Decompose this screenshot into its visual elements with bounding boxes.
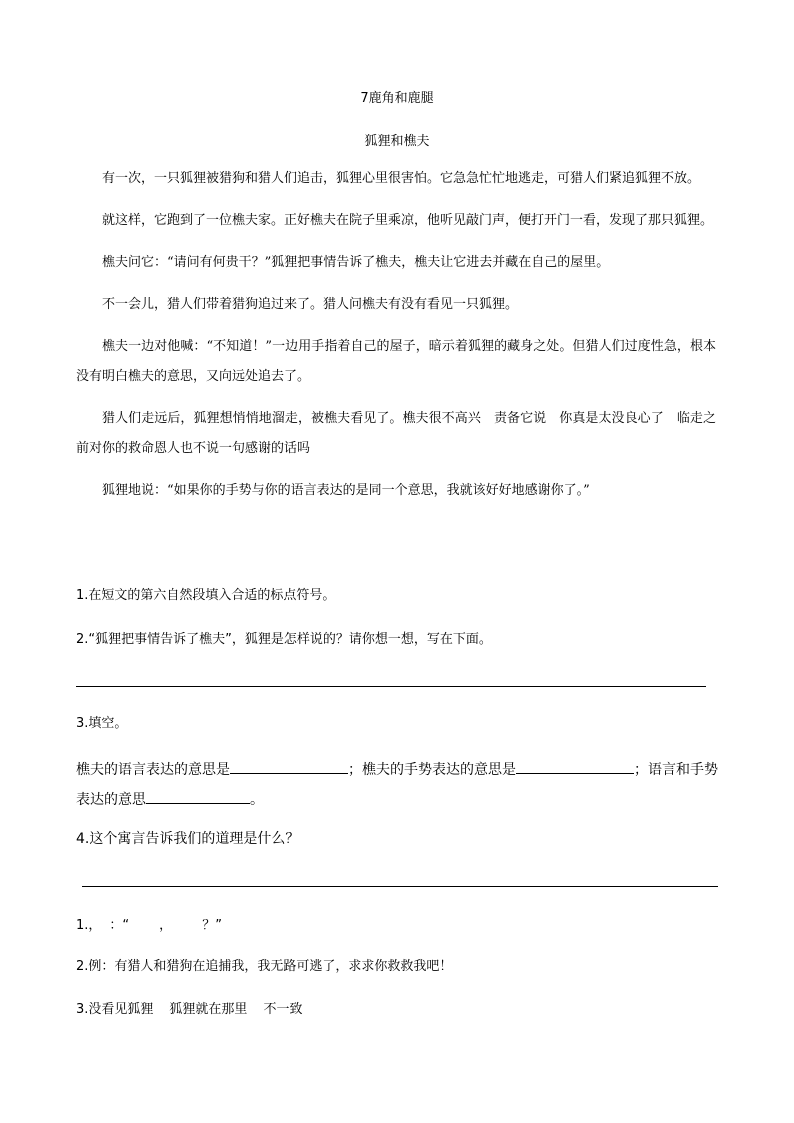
answer-1-prefix: 1. <box>76 918 89 933</box>
answer-2: 2.例：有猎人和猎狗在追捕我，我无路可逃了，求求你救救我吧！ <box>76 959 453 974</box>
blank-language-meaning[interactable] <box>230 759 348 774</box>
answer-1 <box>76 915 726 937</box>
q3-text-2: ；樵夫的手势表达的意思是 <box>348 762 516 778</box>
answer-1-mark: ：“ <box>109 918 130 933</box>
answer-1-mark: ， <box>159 918 173 933</box>
question-3-fill <box>76 755 726 815</box>
story-title: 狐狸和樵夫 <box>364 134 430 149</box>
q3-text-1: 樵夫的语言表达的意思是 <box>76 762 230 778</box>
story-paragraph: 狐狸地说：“如果你的手势与你的语言表达的是同一个意思，我就该好好地感谢你了。” <box>102 483 590 498</box>
question-3-label: 3.填空。 <box>76 716 128 731</box>
lesson-title: 7鹿角和鹿腿 <box>360 91 434 106</box>
q3-text-end: 。 <box>250 792 264 808</box>
question-2: 2.“狐狸把事情告诉了樵夫”，狐狸是怎样说的？请你想一想，写在下面。 <box>76 632 492 647</box>
blank-gesture-meaning[interactable] <box>516 759 634 774</box>
answer-3 <box>76 999 726 1021</box>
answer-3-item: 没看见狐狸 <box>88 1002 154 1017</box>
story-paragraph: 就这样，它跑到了一位樵夫家。正好樵夫在院子里乘凉，他听见敲门声，便打开门一看，发现了那只狐狸。 <box>102 213 714 228</box>
question-4: 4.这个寓言告诉我们的道理是什么？ <box>76 831 300 847</box>
story-paragraph: 不一会儿，猎人们带着猎狗追过来了。猎人问樵夫有没有看见一只狐狸。 <box>102 297 519 312</box>
answer-3-prefix: 3. <box>76 1002 89 1017</box>
q3-text-4: 表达的意思 <box>76 792 146 808</box>
question-1: 1.在短文的第六自然段填入合适的标点符号。 <box>76 588 336 603</box>
answer-line-q2[interactable] <box>76 686 706 687</box>
story-paragraph: 猎人们走远后，狐狸想悄悄地溜走，被樵夫看见了。樵夫很不高兴 责备它说 你真是太没良心了 临走之前对你的救命恩人也不说一句感谢的话吗 <box>76 411 716 456</box>
answer-line-q4[interactable] <box>82 886 718 887</box>
story-text <box>76 164 716 506</box>
answer-1-mark: ， <box>88 918 102 933</box>
answer-3-item: 狐狸就在那里 <box>169 1002 248 1017</box>
story-paragraph: 有一次，一只狐狸被猎狗和猎人们追击，狐狸心里很害怕。它急急忙忙地逃走，可猎人们紧追狐狸不放。 <box>102 171 701 186</box>
story-paragraph: 樵夫问它：“请问有何贵干？”狐狸把事情告诉了樵夫，樵夫让它进去并藏在自己的屋里。 <box>102 255 610 270</box>
q3-text-3: ；语言和手势 <box>634 762 718 778</box>
blank-comparison[interactable] <box>146 789 250 804</box>
answer-3-item: 不一致 <box>263 1002 303 1017</box>
story-paragraph: 樵夫一边对他喊：“不知道！”一边用手指着自己的屋子，暗示着狐狸的藏身之处。但猎人们过度性急，根本没有明白樵夫的意思，又向远处追去了。 <box>76 339 716 384</box>
answer-1-mark: ？” <box>202 918 222 933</box>
